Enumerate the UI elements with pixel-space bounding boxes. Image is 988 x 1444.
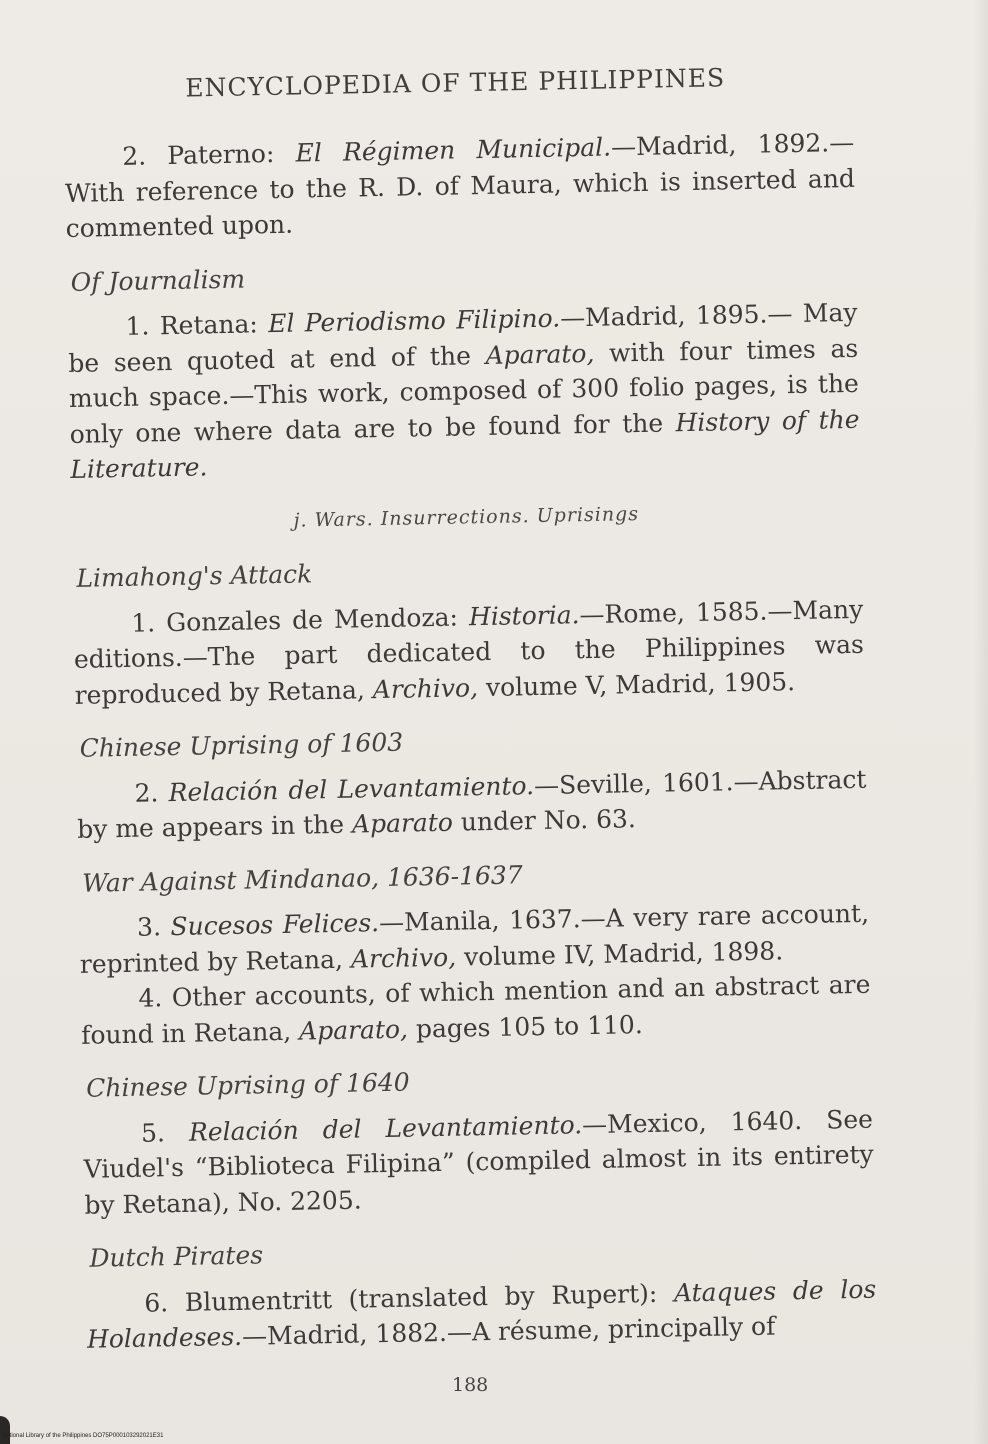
- entry-relacion-1640: 5. Relación del Levantamiento.—Mexico, 1640. See Viudel's “Biblioteca Filipina” (compiled almost in its entirety by Retana), No. 2205.: [83, 1104, 874, 1220]
- page-body: [64, 125, 877, 1357]
- entry-paterno: 2. Paterno: El Régimen Municipal.—Madrid, 1892.— With reference to the R. D. of Maura, which is inserted and commented upon.: [64, 127, 856, 243]
- section-heading-journalism: Of Journalism: [70, 264, 246, 297]
- section-heading-chinese-1603: Chinese Uprising of 1603: [79, 727, 404, 763]
- entry-blumentritt: 6. Blumentritt (translated by Rupert): Ataques de los Holandeses.—Madrid, 1882.—A résume, principally of: [86, 1274, 877, 1354]
- section-heading-dutch: Dutch Pirates: [89, 1240, 264, 1273]
- page-edge-shadow: [974, 0, 988, 1444]
- work-title: Relación del Levantamiento.: [168, 770, 535, 807]
- archive-credit: National Library of the Philippines DO75P000103292021E31: [2, 1433, 164, 1439]
- work-title: Ataques de los Holandeses.: [86, 1274, 877, 1354]
- entry-retana: 1. Retana: El Periodismo Filipino.—Madrid, 1895.— May be seen quoted at end of the Aparato, with four times as much space.—This work, composed of 300 folio pages, is the only one where data are to be found for the History of the Literature.: [68, 297, 860, 484]
- work-title: El Régimen Municipal.: [295, 132, 612, 168]
- subdivision-heading: j. Wars. Insurrections. Uprisings: [293, 502, 640, 532]
- scan-corner-mark: [0, 1416, 10, 1444]
- running-header: ENCYCLOPEDIA OF THE PHILIPPINES: [185, 63, 726, 103]
- work-title: Sucesos Felices.: [170, 908, 380, 942]
- work-title: El Periodismo Filipino.: [267, 303, 561, 339]
- entry-other-accounts: 4. Other accounts, of which mention and an abstract are found in Retana, Aparato, pages 105 to 110.: [80, 969, 871, 1050]
- entry-sucesos: 3. Sucesos Felices.—Manila, 1637.—A very rare account, reprinted by Retana, Archivo, volume IV, Madrid, 1898.: [79, 898, 870, 979]
- entry-relacion-1601: 2. Relación del Levantamiento.—Seville, 1601.—Abstract by me appears in the Aparato under No. 63.: [76, 764, 867, 844]
- page-number: 188: [452, 1374, 489, 1396]
- work-title: Historia.: [468, 599, 580, 631]
- section-heading-mindanao: War Against Mindanao, 1636-1637: [81, 859, 523, 898]
- section-heading-limahong: Limahong's Attack: [76, 559, 313, 593]
- work-title: Relación del Levantamiento.: [188, 1109, 583, 1147]
- entry-mendoza: 1. Gonzales de Mendoza: Historia.—Rome, 1585.—Many editions.—The part dedicated to the Philippines was reproduced by Retana, Archivo, volume V, Madrid, 1905.: [73, 594, 865, 710]
- section-heading-chinese-1640: Chinese Uprising of 1640: [85, 1067, 410, 1103]
